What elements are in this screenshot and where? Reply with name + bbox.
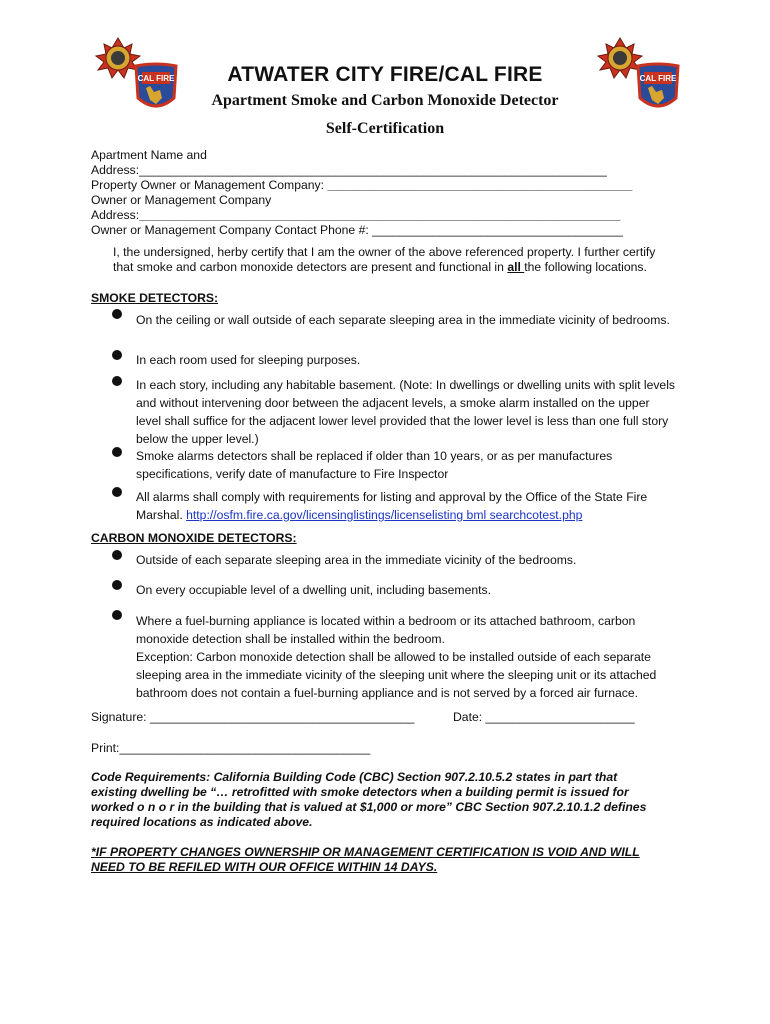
bullet-icon — [112, 550, 122, 560]
bullet-icon — [112, 580, 122, 590]
page-subtitle-2: Self-Certification — [325, 120, 445, 137]
contact-phone-field[interactable]: Owner or Management Company Contact Phone #: _____________________________________ — [91, 223, 623, 237]
bullet-icon — [112, 350, 122, 360]
co-detectors-heading: CARBON MONOXIDE DETECTORS: — [91, 531, 297, 545]
owner-mgmt-address-field[interactable] — [91, 208, 620, 223]
owner-company-field[interactable] — [91, 178, 632, 193]
page-subtitle: Apartment Smoke and Carbon Monoxide Detector — [211, 92, 559, 109]
certify-line-2-start: that smoke and carbon monoxide detectors are present and functional in — [113, 260, 508, 274]
ownership-warning-line-2: NEED TO BE REFILED WITH OUR OFFICE WITHIN 14 DAYS. — [91, 860, 438, 874]
signature-field[interactable]: Signature: _______________________________________ — [91, 710, 415, 724]
owner-mgmt-address-line: _______________________________________________________________________ — [139, 208, 621, 222]
co-exception: Exception: Carbon monoxide detection shall be allowed to be installed outside of each separate sleeping area in the immediate vicinity of the sleeping unit where the sleeping unit or its attached bathroom does not contain a fuel-burning appliance and is not served by a forced air furnace. — [136, 650, 657, 700]
bullet-icon — [112, 610, 122, 620]
bullet-icon — [112, 487, 122, 497]
smoke-item-5-text: All alarms shall comply with requirements for listing and approval by the Office of the State Fire Marshal. — [136, 490, 648, 522]
certify-line-2-end: the following locations. — [524, 260, 647, 274]
code-requirements-text: Code Requirements: California Building Code (CBC) Section 907.2.10.5.2 states in part that existing dwelling be “… retrofitted with smoke detectors when a building permit is issued for worked o n o r in the building that is valued at $1,000 or more” CBC Section 907.2.10.1.2 defines required locations as indicated above. — [91, 770, 647, 829]
apartment-name-label: Apartment Name and — [91, 148, 207, 162]
certify-all-emphasis: all — [507, 260, 525, 274]
smoke-item-1: On the ceiling or wall outside of each separate sleeping area in the immediate vicinity of bedrooms. — [136, 313, 670, 327]
ownership-warning — [91, 845, 691, 875]
smoke-item-2: In each room used for sleeping purposes. — [136, 353, 361, 367]
owner-mgmt-address-label: Address: — [91, 208, 140, 222]
certify-line-1: I, the undersigned, herby certify that I am the owner of the above referenced property. I further certify — [113, 245, 656, 259]
page-title: ATWATER CITY FIRE/CAL FIRE — [227, 63, 543, 86]
print-name-field[interactable]: Print:_____________________________________ — [91, 741, 371, 755]
co-item-2: On every occupiable level of a dwelling unit, including basements. — [136, 583, 491, 597]
address-field[interactable]: Address:_____________________________________________________________________ — [91, 163, 607, 177]
ownership-warning-line-1: *IF PROPERTY CHANGES OWNERSHIP OR MANAGEMENT CERTIFICATION IS VOID AND WILL — [91, 845, 640, 859]
smoke-item-5 — [136, 488, 676, 524]
svg-text:CAL FIRE: CAL FIRE — [137, 74, 175, 83]
svg-text:CAL FIRE: CAL FIRE — [639, 74, 677, 83]
smoke-item-3: In each story, including any habitable basement. (Note: In dwellings or dwelling units with split levels and without intervening door between the adjacent levels, a smoke alarm installed on the upper level shall suffice for the adjacent lower level provided that the lower level is less than one full story below the upper level.) — [136, 378, 676, 446]
bullet-icon — [112, 309, 122, 319]
co-item-3: Where a fuel-burning appliance is located within a bedroom or its attached bathroom, carbon monoxide detection shall be installed within the bedroom. — [136, 614, 636, 646]
date-field[interactable]: Date: ______________________ — [453, 710, 635, 724]
osfm-listing-link[interactable]: http://osfm.fire.ca.gov/licensinglistings/licenselisting bml searchcotest.php — [186, 508, 583, 522]
certify-line-2 — [113, 260, 647, 275]
bullet-icon — [112, 447, 122, 457]
code-requirements — [91, 770, 651, 830]
owner-mgmt-label: Owner or Management Company — [91, 193, 272, 207]
owner-company-line: _____________________________________________ — [327, 178, 633, 192]
smoke-detectors-heading: SMOKE DETECTORS: — [91, 291, 219, 305]
bullet-icon — [112, 376, 122, 386]
co-item-1: Outside of each separate sleeping area in the immediate vicinity of the bedrooms. — [136, 553, 577, 567]
owner-company-label: Property Owner or Management Company: — [91, 178, 328, 192]
smoke-item-4: Smoke alarms detectors shall be replaced if older than 10 years, or as per manufactures specifications, verify date of manufacture to Fire Inspector — [136, 449, 613, 481]
